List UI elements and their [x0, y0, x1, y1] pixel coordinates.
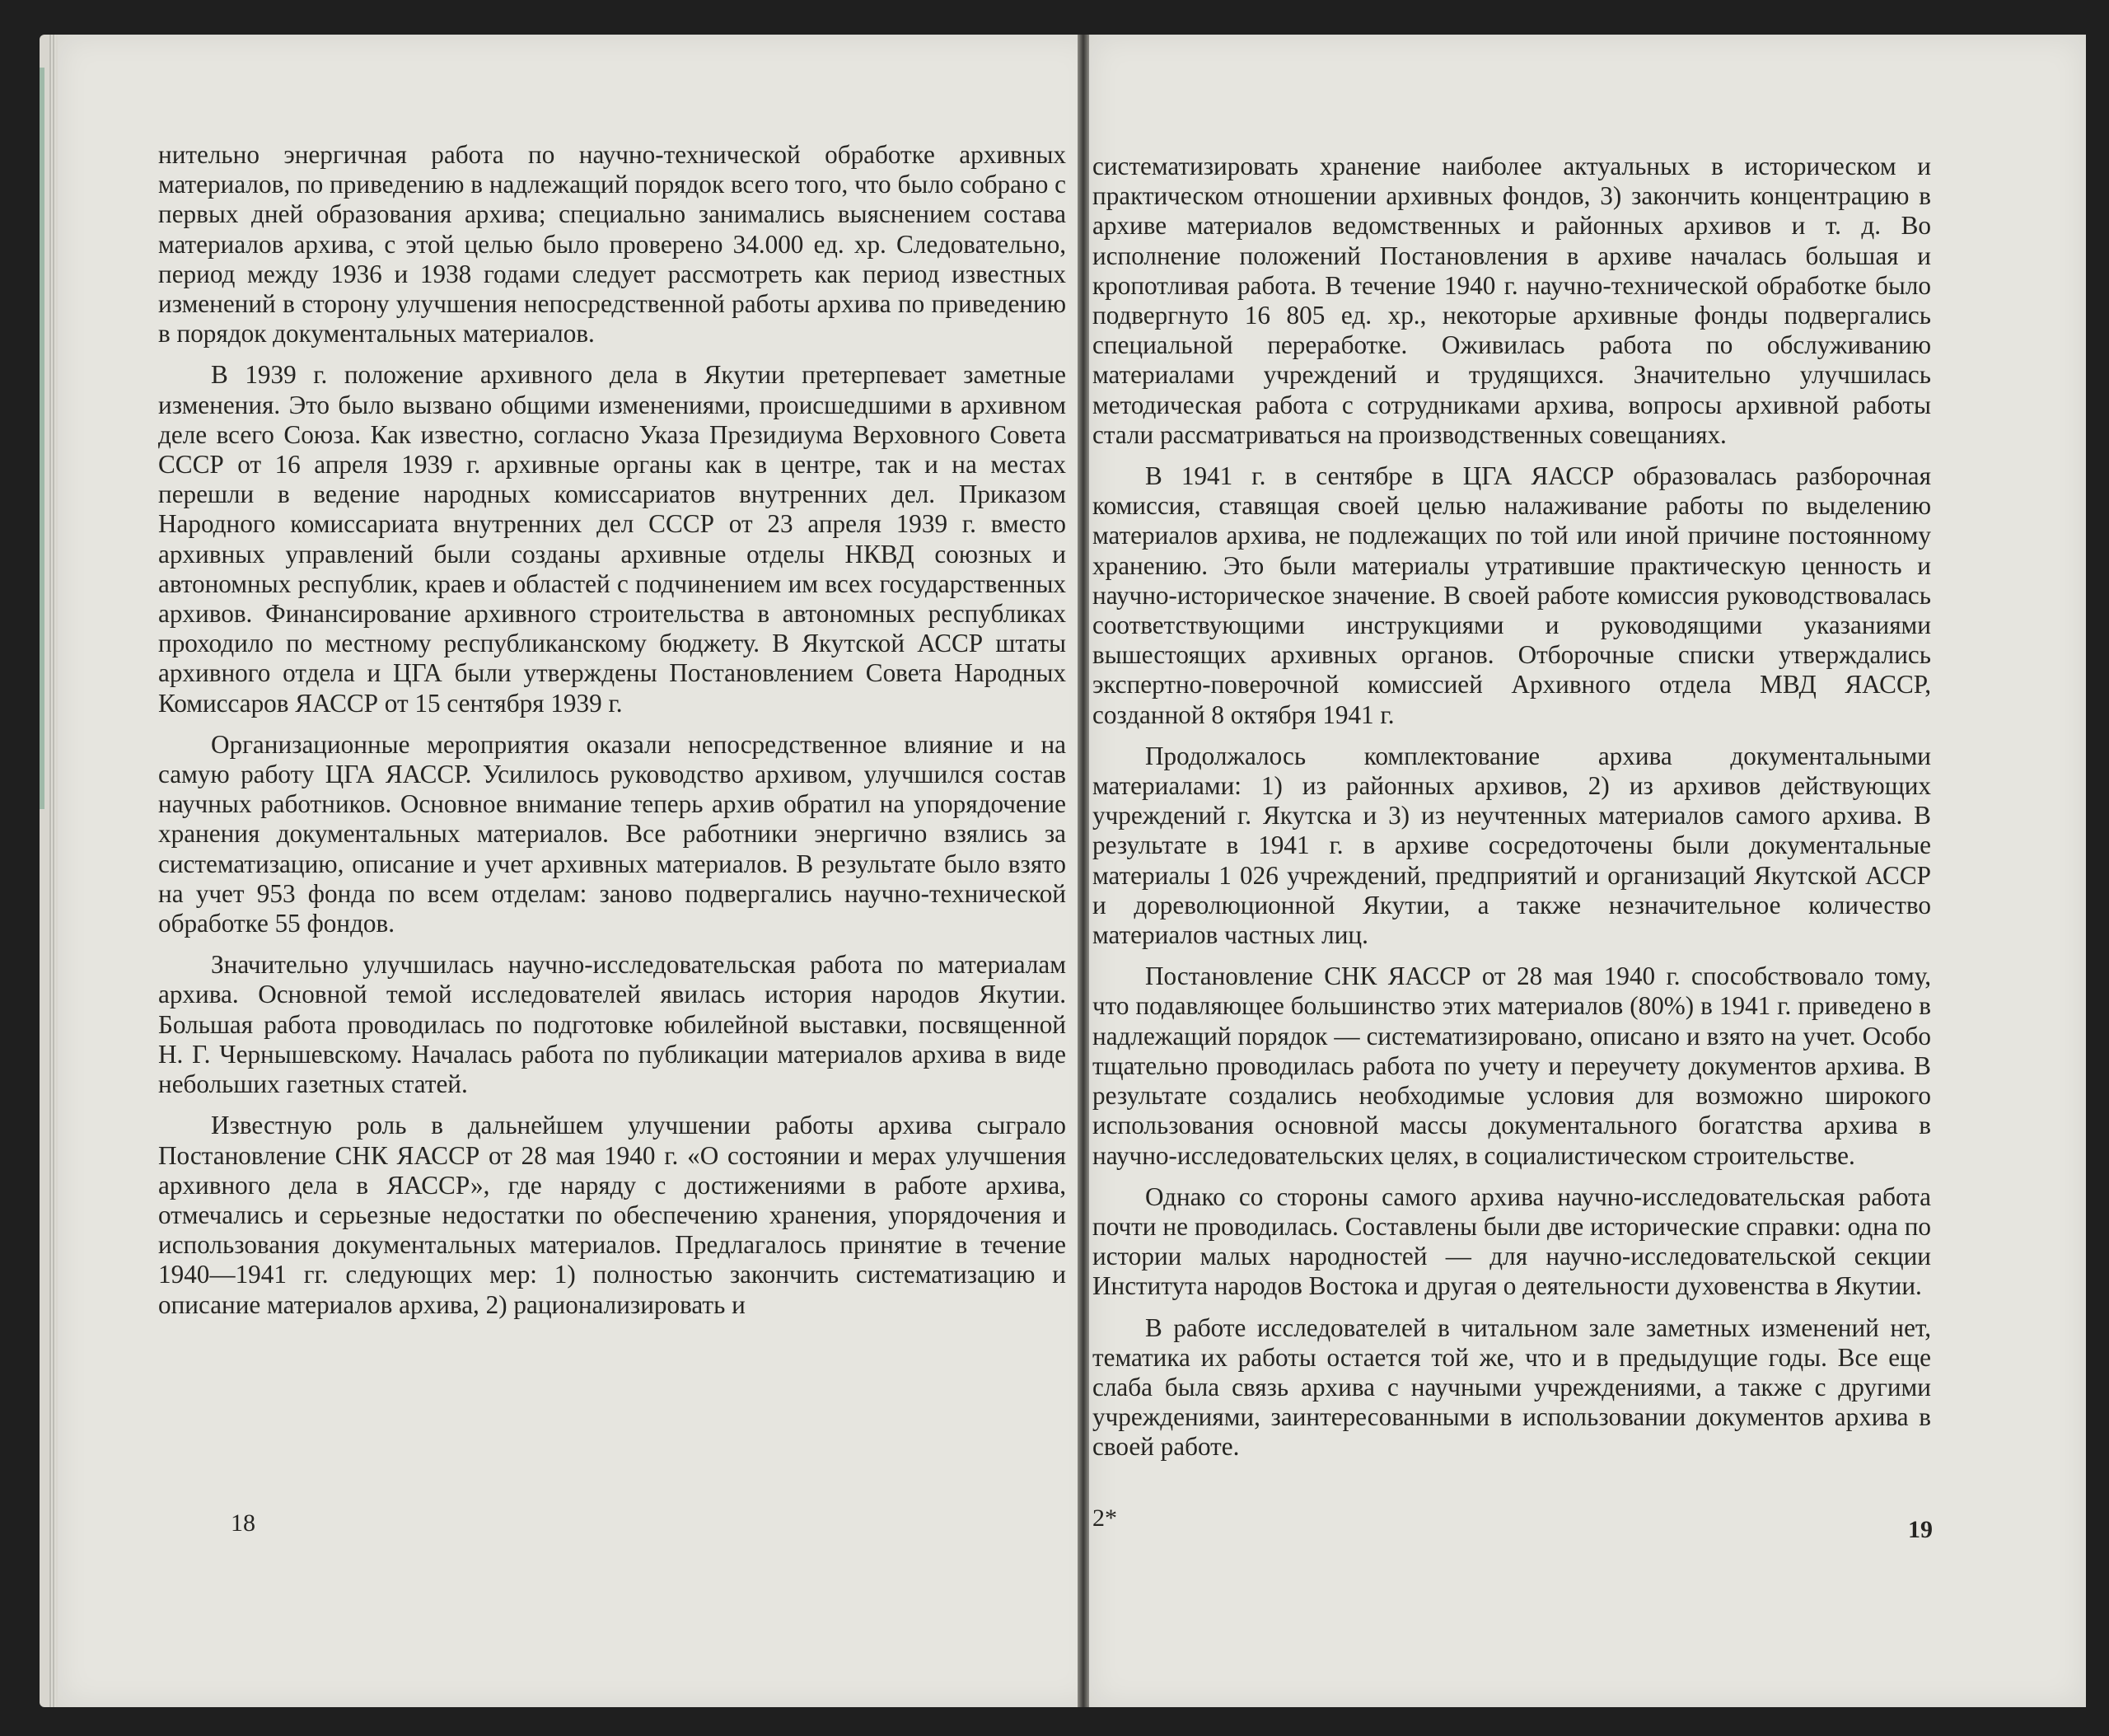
paragraph: В 1939 г. положение архивного дела в Якутии претерпевает заметные изменения. Это было вызвано общими изменениями, происшедшими в архивном деле всего Союза. Как известно, согласно Указа Президиума Верховного Совета СССР от 16 апреля 1939 г. архивные органы как в центре, так и на местах перешли в ведение народных комиссариатов внутренних дел. Приказом Народного комиссариата внутренних дел СССР от 23 апреля 1939 г. вместо архивных управлений были созданы архивные отделы НКВД союзных и автономных республик, краев и областей с подчинением им всех государственных архивов. Финансирование архивного строительства в автономных республиках проходило по местному республиканскому бюджету. В Якутской АССР штаты архивного отдела и ЦГА были утверждены Постановлением Совета Народных Комиссаров ЯАССР от 15 сентября 1939 г.	[158, 360, 1066, 718]
right-page-text	[1092, 152, 1931, 1474]
paragraph: В работе исследователей в читальном зале заметных изменений нет, тематика их работы остается той же, что и в предыдущие годы. Все еще слаба была связь архива с научными учреждениями, а также с другими учреждениями, заинтересованными в использовании документов архива в своей работе.	[1092, 1313, 1931, 1462]
paragraph: Однако со стороны самого архива научно-исследовательская работа почти не проводилась. Составлены были две исторические справки: одна по истории малых народностей — для научно-исследовательской секции Института народов Востока и другая о деятельности духовенства в Якутии.	[1092, 1182, 1931, 1301]
signature-mark: 2*	[1092, 1504, 1117, 1532]
paragraph: Организационные мероприятия оказали непосредственное влияние и на самую работу ЦГА ЯАССР. Усилилось руководство архивом, улучшился состав научных работников. Основное внимание теперь архив обратил на упорядочение хранения документальных материалов. Все работники энергично взялись за систематизацию, описание и учет архивных материалов. В результате было взято на учет 953 фонда по всем отделам: заново подвергались научно-технической обработке 55 фондов.	[158, 729, 1066, 938]
paragraph: Постановление СНК ЯАССР от 28 мая 1940 г. способствовало тому, что подавляющее большинство этих материалов (80%) в 1941 г. приведено в надлежащий порядок — систематизировано, описано и взято на учет. Особо тщательно проводилась работа по учету и переучету документов архива. В результате создались необходимые условия для возможно широкого использования основной массы документального богатства архива в научно-исследовательских целях, в социалистическом строительстве.	[1092, 962, 1931, 1170]
left-page-text	[158, 140, 1066, 1331]
paragraph: систематизировать хранение наиболее актуальных в историческом и практическом отношении архивных фондов, 3) закончить концентрацию в архиве материалов ведомственных и районных архивов и т. д. Во исполнение положений Постановления в архиве началась большая и кропотливая работа. В течение 1940 г. научно-технической обработке было подвергнуто 16 805 ед. хр., некоторые архивные фонды подвергались специальной переработке. Оживилась работа по обслуживанию материалами учреждений и трудящихся. Значительно улучшилась методическая работа с сотрудниками архива, вопросы архивной работы стали рассматриваться на производственных совещаниях.	[1092, 152, 1931, 449]
paragraph: Значительно улучшилась научно-исследовательская работа по материалам архива. Основной темой исследователей явилась история народов Якутии. Большая работа проводилась по подготовке юбилейной выставки, посвященной Н. Г. Чернышевскому. Началась работа по публикации материалов архива в виде небольших газетных статей.	[158, 950, 1066, 1099]
paragraph: В 1941 г. в сентябре в ЦГА ЯАССР образовалась разборочная комиссия, ставящая своей целью налаживание работы по выделению материалов архива, не подлежащих по той или иной причине постоянному хранению. Это были материалы утратившие практическую ценность и научно-историческое значение. В своей работе комиссия руководствовалась соответствующими инструкциями и руководящими указаниями вышестоящих архивных органов. Отборочные списки утверждались экспертно-поверочной комиссией Архивного отдела МВД ЯАССР, созданной 8 октября 1941 г.	[1092, 461, 1931, 729]
page-number-right: 19	[1908, 1516, 1933, 1543]
book-gutter	[1078, 35, 1089, 1707]
paragraph: нительно энергичная работа по научно-технической обработке архивных материалов, по приведению в надлежащий порядок всего того, что было собрано с первых дней образования архива; специально занимались выяснением состава материалов архива, с этой целью было проверено 34.000 ед. хр. Следовательно, период между 1936 и 1938 годами следует рассмотреть как период известных изменений в сторону улучшения непосредственной работы архива по приведению в порядок документальных материалов.	[158, 140, 1066, 349]
paragraph: Продолжалось комплектование архива документальными материалами: 1) из районных архивов, 2) из архивов действующих учреждений г. Якутска и 3) из неучтенных материалов самого архива. В результате в 1941 г. в архиве сосредоточены были документальные материалы 1 026 учреждений, предприятий и организаций Якутской АССР и дореволюционной Якутии, а также незначительное количество материалов частных лиц.	[1092, 741, 1931, 950]
page-edge	[40, 68, 44, 809]
paragraph: Известную роль в дальнейшем улучшении работы архива сыграло Постановление СНК ЯАССР от 28 мая 1940 г. «О состоянии и мерах улучшения архивного дела в ЯАССР», где наряду с достижениями в работе архива, отмечались и серьезные недостатки по обеспечению хранения, упорядочения и использования документальных материалов. Предлагалось принятие в течение 1940—1941 гг. следующих мер: 1) полностью закончить систематизацию и описание материалов архива, 2) рационализировать и	[158, 1111, 1066, 1319]
page-number-left: 18	[231, 1509, 255, 1537]
